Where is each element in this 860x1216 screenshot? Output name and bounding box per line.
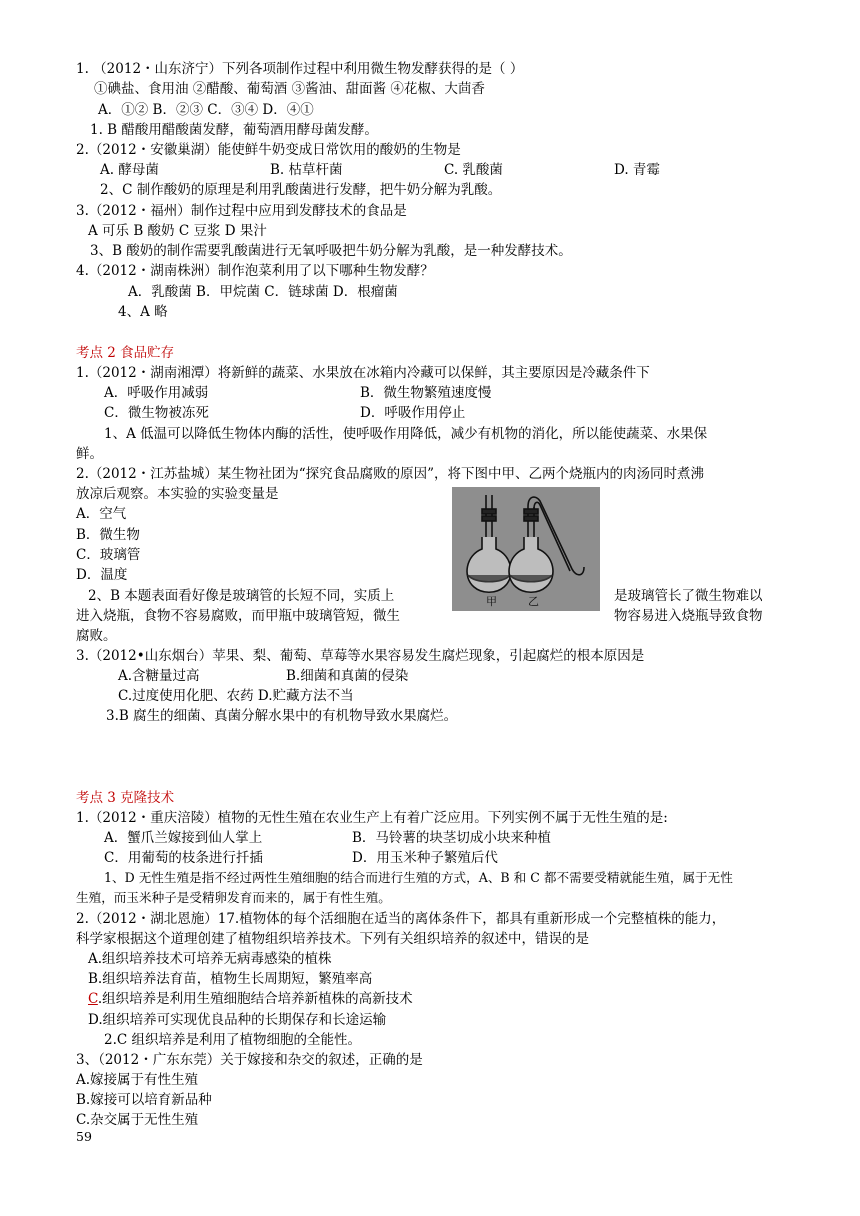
s2-question-3-options-cd: C.过度使用化肥、农药 D.贮藏方法不当 (118, 688, 354, 704)
s3-question-1-option-a: A．蟹爪兰嫁接到仙人掌上 (104, 830, 263, 846)
s2-question-1-option-d: D．呼吸作用停止 (360, 405, 466, 421)
s2-answer-3: 3.B 腐生的细菌、真菌分解水果中的有机物导致水果腐烂。 (106, 708, 458, 724)
s3-question-3-option-b: B.嫁接可以培育新品种 (76, 1092, 212, 1108)
s3-question-2-option-c (88, 989, 413, 1009)
answer-3: 3、B 酸奶的制作需要乳酸菌进行无氧呼吸把牛奶分解为乳酸，是一种发酵技术。 (90, 243, 572, 259)
s2-question-2-option-a: A．空气 (76, 506, 127, 522)
s3-question-1-option-d: D．用玉米种子繁殖后代 (352, 850, 498, 866)
option-c-text: .组织培养是利用生殖细胞结合培养新植株的高新技术 (97, 991, 413, 1007)
s3-question-3-option-c: C.杂交属于无性生殖 (76, 1112, 199, 1128)
s3-question-2-stem: 2.（2012・湖北恩施）17.植物体的每个活细胞在适当的离体条件下，都具有重新形成一个完整植株的能力， (76, 911, 726, 927)
section-heading-3: 考点 3 克隆技术 (76, 790, 175, 806)
s2-answer-2-left: 2、B 本题表面看好像是玻璃管的长短不同，实质上 (88, 588, 395, 604)
s2-answer-1-cont: 鲜。 (76, 446, 103, 462)
s3-answer-1: 1、D 无性生殖是指不经过两性生殖细胞的结合而进行生殖的方式，A、B 和 C 都不需要受精就能生殖，属于无性 (104, 870, 733, 885)
question-1-options: A．①② B．②③ C．③④ D．④① (98, 102, 314, 118)
question-3-stem: 3.（2012・福州）制作过程中应用到发酵技术的食品是 (76, 203, 407, 219)
page-number: 59 (76, 1129, 92, 1144)
question-3-options: A 可乐 B 酸奶 C 豆浆 D 果汁 (88, 223, 267, 239)
question-2-option-d: D. 青霉 (614, 162, 660, 178)
question-2-option-b: B. 枯草杆菌 (270, 162, 343, 178)
s3-answer-1-cont: 生殖，而玉米种子是受精卵发育而来的，属于有性生殖。 (76, 890, 391, 905)
s2-question-1-stem: 1.（2012・湖南湘潭）将新鲜的蔬菜、水果放在冰箱内冷藏可以保鲜，其主要原因是冷藏条件下 (76, 365, 650, 381)
question-2-stem: 2.（2012・安徽巢湖）能使鲜牛奶变成日常饮用的酸奶的生物是 (76, 142, 461, 158)
s3-question-2-option-b: B.组织培养法育苗，植物生长周期短，繁殖率高 (88, 971, 373, 987)
s2-answer-2-right: 是玻璃管长了微生物难以 (614, 588, 763, 604)
s2-question-2-option-d: D．温度 (76, 567, 128, 583)
s2-question-1-option-b: B．微生物繁殖速度慢 (360, 385, 492, 401)
s2-question-2-option-c: C．玻璃管 (76, 547, 141, 563)
flask-experiment-figure (452, 487, 600, 611)
s2-answer-2-cont: 腐败。 (76, 628, 117, 644)
s2-question-1-option-a: A．呼吸作用减弱 (104, 385, 209, 401)
s3-question-3-stem: 3、（2012・广东东莞）关于嫁接和杂交的叙述，正确的是 (76, 1052, 423, 1068)
s2-question-1-option-c: C．微生物被冻死 (104, 405, 209, 421)
flask-label-yi: 乙 (528, 595, 539, 608)
question-4-stem: 4.（2012・湖南株洲）制作泡菜利用了以下哪种生物发酵？ (76, 263, 434, 279)
s3-question-3-option-a: A.嫁接属于有性生殖 (76, 1072, 199, 1088)
s3-question-1-option-b: B．马铃薯的块茎切成小块来种植 (352, 830, 551, 846)
question-1-stem: 1. （2012・山东济宁）下列各项制作过程中利用微生物发酵获得的是（ ） (76, 61, 524, 77)
s3-question-1-option-c: C．用葡萄的枝条进行扦插 (104, 850, 263, 866)
s3-question-2-option-d: D.组织培养可实现优良品种的长期保存和长途运输 (88, 1012, 387, 1028)
s2-question-3-option-a: A.含糖量过高 (118, 668, 200, 684)
question-2-option-c: C. 乳酸菌 (444, 162, 503, 178)
s2-answer-1: 1、A 低温可以降低生物体内酶的活性，使呼吸作用降低，减少有机物的消化，所以能使蔬菜、水果保 (104, 426, 708, 442)
s3-answer-2: 2.C 组织培养是利用了植物细胞的全能性。 (104, 1032, 362, 1048)
question-4-options: A．乳酸菌 B．甲烷菌 C．链球菌 D．根瘤菌 (128, 284, 398, 300)
s2-question-2-option-b: B．微生物 (76, 527, 140, 543)
section-heading-2: 考点 2 食品贮存 (76, 345, 175, 361)
question-1-items: ①碘盐、食用油 ②醋酸、葡萄酒 ③酱油、甜面酱 ④花椒、大茴香 (94, 81, 485, 97)
s2-question-3-stem: 3.（2012•山东烟台）苹果、梨、葡萄、草莓等水果容易发生腐烂现象，引起腐烂的根本原因是 (76, 648, 645, 664)
flask-illustration (452, 487, 600, 611)
answer-4: 4、A 略 (118, 304, 168, 320)
s3-question-1-stem: 1.（2012・重庆涪陵）植物的无性生殖在农业生产上有着广泛应用。下列实例不属于无性生殖的是: (76, 810, 668, 826)
s2-question-2-stem: 2.（2012・江苏盐城）某生物社团为“探究食品腐败的原因”，将下图中甲、乙两个烧瓶内的肉汤同时煮沸 (76, 466, 705, 482)
s2-answer-2-left-2: 进入烧瓶，食物不容易腐败，而甲瓶中玻璃管短，微生 (76, 608, 400, 624)
answer-2: 2、C 制作酸奶的原理是利用乳酸菌进行发酵，把牛奶分解为乳酸。 (100, 182, 502, 198)
s2-question-2-stem-cont: 放凉后观察。本实验的实验变量是 (76, 486, 279, 502)
flask-label-jia: 甲 (486, 595, 497, 608)
s2-question-3-option-b: B.细菌和真菌的侵染 (286, 668, 409, 684)
s3-question-2-option-a: A.组织培养技术可培养无病毒感染的植株 (88, 951, 332, 967)
answer-1: 1. B 醋酸用醋酸菌发酵，葡萄酒用酵母菌发酵。 (90, 122, 378, 138)
s3-question-2-stem-cont: 科学家根据这个道理创建了植物组织培养技术。下列有关组织培养的叙述中，错误的是 (76, 931, 589, 947)
option-c-letter: C (88, 991, 98, 1007)
s2-answer-2-right-2: 物容易进入烧瓶导致食物 (614, 608, 763, 624)
question-2-option-a: A. 酵母菌 (100, 162, 159, 178)
